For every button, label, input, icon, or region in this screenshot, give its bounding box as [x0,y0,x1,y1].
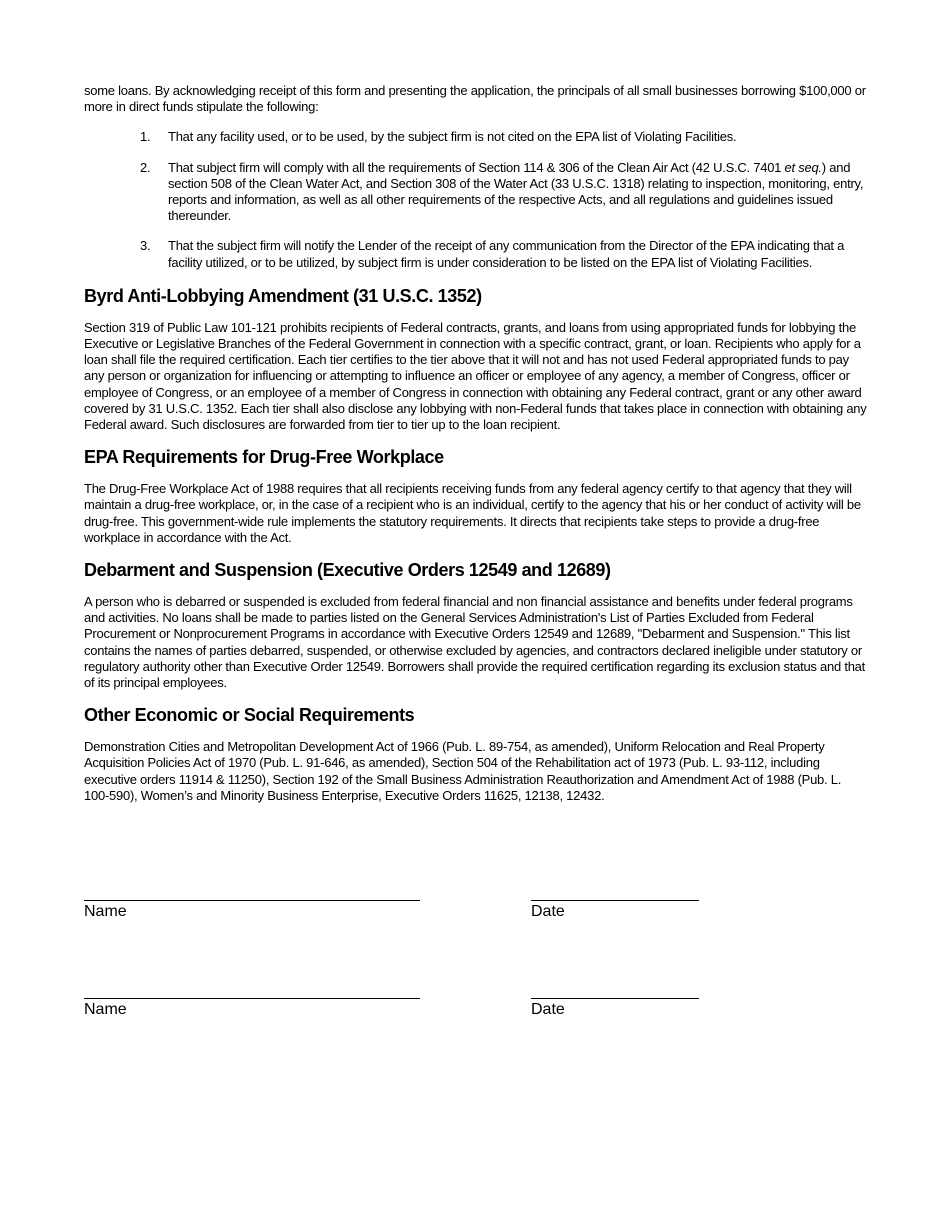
date-line [531,900,699,901]
section-text-other: Demonstration Cities and Metropolitan Development Act of 1966 (Pub. L. 89-754, as amended), Uniform Relocation and Real Property Acquisition Policies Act of 1970 (Pub. L. 91-646, as amended), Section 504 of the Rehabilitation act of 1973 (Pub. L. 93-112, including executive orders 11914 & 11250), Section 192 of the Small Business Administration Reauthorization and Amendment Act of 1988 (Pub. L. 100-590), Women’s and Minority Business Enterprise, Executive Orders 11625, 12138, 12432. [84,739,842,803]
list-item-text: That any facility used, or to be used, by the subject firm is not cited on the EPA list of Violating Facilities. [168,129,737,145]
list-item-text: That subject firm will comply with all the requirements of Section 114 & 306 of the Clean Air Act (42 U.S.C. 7401 et seq.) and section 508 of the Clean Water Act, and Section 308 of the Water Act (33 U.S.C. 1318) relating to inspection, monitoring, entry, reports and information, as well as all other requirements of the respective Acts, and all regulations and guidelines issued thereunder. [168,159,864,224]
signature-line [84,900,420,901]
requirements-list [84,129,868,270]
section-heading-drug-free: EPA Requirements for Drug-Free Workplace [84,447,444,468]
signature-name-2[interactable] [84,998,420,1020]
document-page [84,83,868,804]
date-label: Date [531,903,565,920]
signature-line [84,998,420,999]
list-item [84,238,868,270]
name-label: Name [84,1001,127,1018]
signature-date-1[interactable] [531,900,699,922]
list-item-number: 1. [140,129,151,145]
intro-paragraph: some loans. By acknowledging receipt of this form and presenting the application, the principals of all small businesses borrowing $100,000 or more in direct funds stipulate the following: [84,83,866,115]
list-item-text: That the subject firm will notify the Lender of the receipt of any communication from the Director of the EPA indicating that a facility utilized, or to be utilized, by subject firm is under consideration to be listed on the EPA list of Violating Facilities. [168,238,845,270]
date-line [531,998,699,999]
section-heading-byrd: Byrd Anti-Lobbying Amendment (31 U.S.C. 1352) [84,285,482,306]
section-heading-other: Other Economic or Social Requirements [84,705,415,726]
list-item [84,129,868,145]
signature-date-2[interactable] [531,998,699,1020]
name-label: Name [84,903,127,920]
section-heading-debarment: Debarment and Suspension (Executive Orders 12549 and 12689) [84,560,611,581]
section-text-byrd: Section 319 of Public Law 101-121 prohibits recipients of Federal contracts, grants, and loans from using appropriated funds for lobbying the Executive or Legislative Branches of the Federal Government in connection with a specific contract, grant, or loan. Recipients who apply for a loan shall file the required certification. Each tier certifies to the tier above that it will not and has not used Federal appropriated funds to pay any person or organization for influencing or attempting to influence an officer or employee of any agency, a member of Congress, officer or employee of Congress, or an employee of a member of Congress in connection with obtaining any Federal contract, grant or any other award covered by 31 U.S.C. 1352. Each tier shall also disclose any lobbying with non-Federal funds that takes place in connection with obtaining any Federal award. Such disclosures are forwarded from tier to tier up to the loan recipient. [84,319,867,433]
italic-et-seq: et seq. [784,159,822,175]
list-item-number: 3. [140,238,151,254]
signature-name-1[interactable] [84,900,420,922]
list-item-number: 2. [140,159,151,175]
section-text-drug-free: The Drug-Free Workplace Act of 1988 requires that all recipients receiving funds from any federal agency certify to that agency that they will maintain a drug-free workplace, or, in the case of a recipient who is an individual, certify to the agency that his or her conduct of activity will be drug-free. This government-wide rule implements the statutory requirements. It directs that recipients take steps to provide a drug-free workplace in accordance with the Act. [84,481,861,545]
list-item [84,160,868,225]
section-text-debarment: A person who is debarred or suspended is excluded from federal financial and non financial assistance and benefits under federal programs and activities. No loans shall be made to parties listed on the General Services Administration's List of Parties Excluded from Federal Procurement or Nonprocurement Programs in accordance with Executive Orders 12549 and 12689, "Debarment and Suspension." This list contains the names of parties debarred, suspended, or otherwise excluded by agencies, and contractors declared ineligible under statutory or regulatory authority other than Executive Order 12549. Borrowers shall provide the required certification regarding its exclusion status and that of its principal employees. [84,594,866,691]
date-label: Date [531,1001,565,1018]
